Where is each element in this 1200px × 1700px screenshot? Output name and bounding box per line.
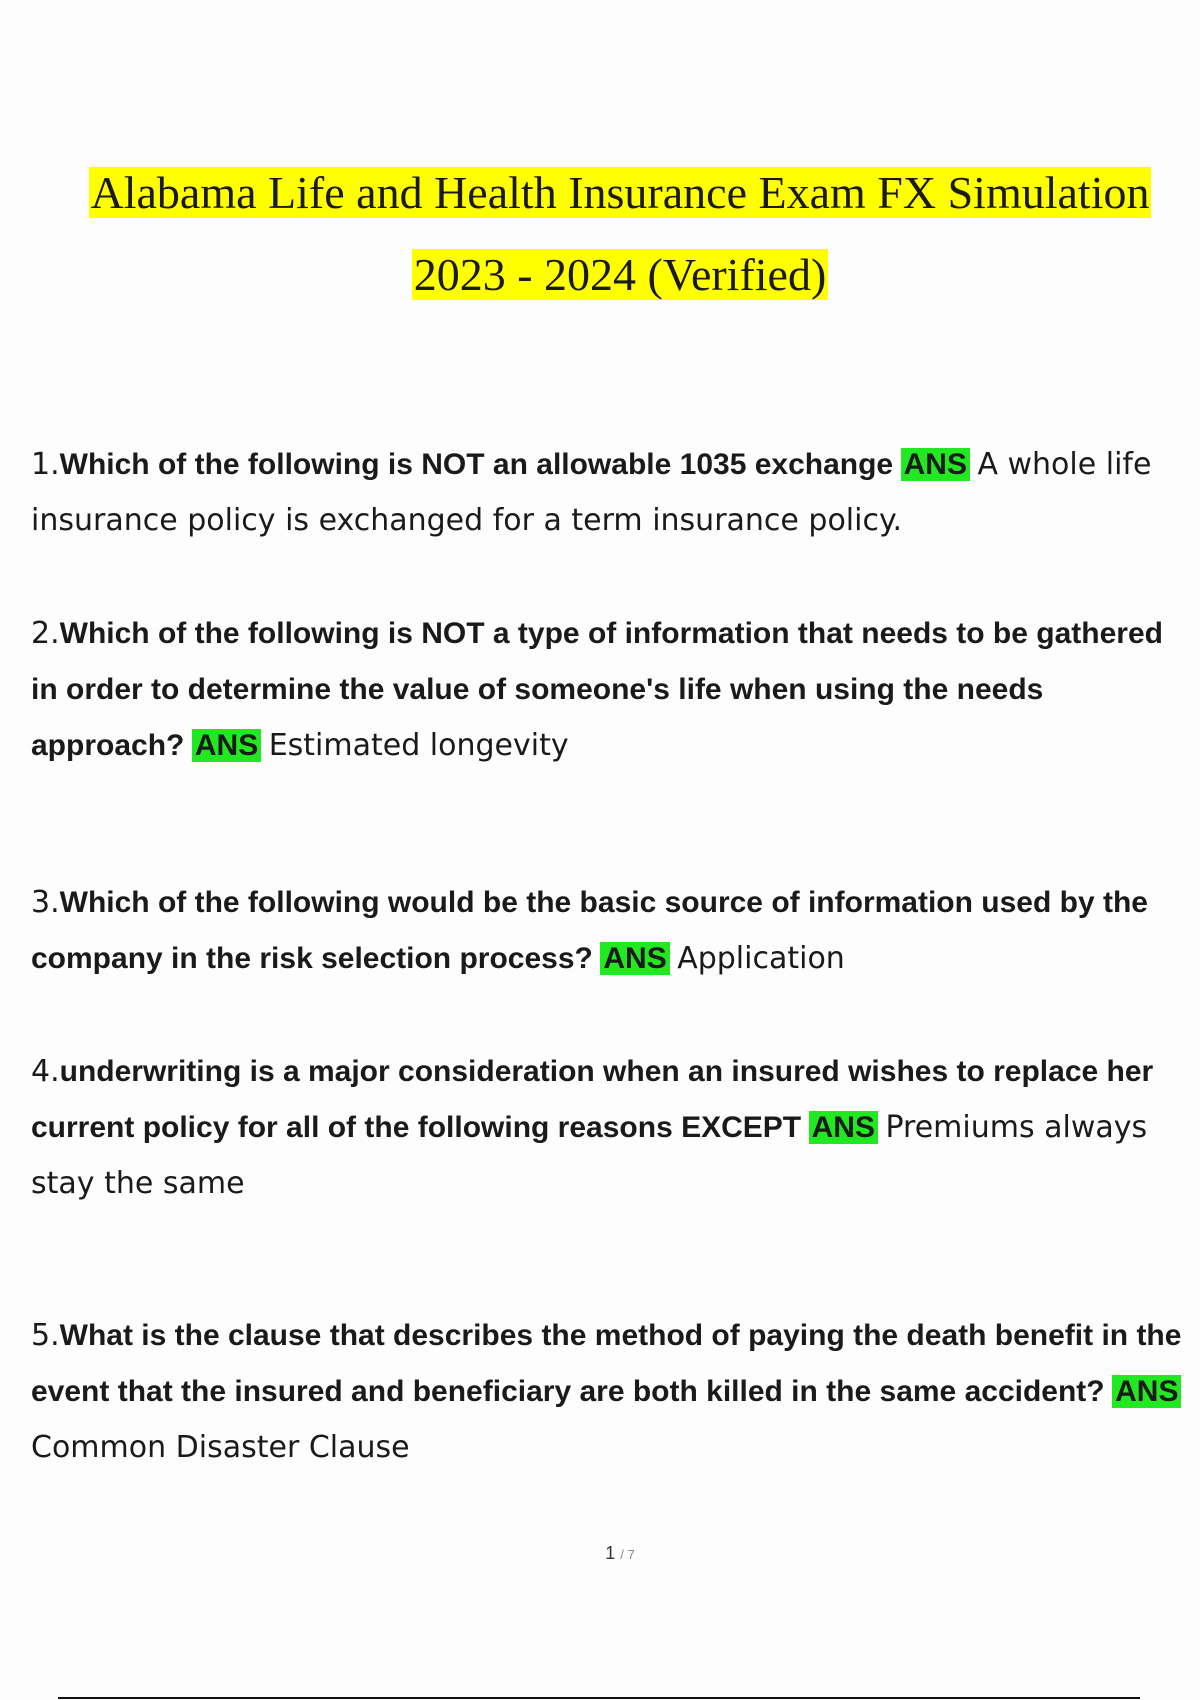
answer-text: Common Disaster Clause bbox=[31, 1430, 410, 1465]
ans-highlight: ANS bbox=[901, 448, 970, 481]
question-4 bbox=[31, 1044, 1191, 1212]
question-text: Which of the following would be the basic source of information used by the company in the risk selection process? bbox=[31, 886, 1148, 975]
ans-highlight: ANS bbox=[600, 942, 669, 975]
question-2 bbox=[31, 606, 1191, 774]
question-text: underwriting is a major consideration when an insured wishes to replace her current policy for all of the following reasons EXCEPT bbox=[31, 1055, 1154, 1144]
title-line-2: 2023 - 2024 (Verified) bbox=[413, 249, 827, 300]
answer-text: A whole life insurance policy is exchanged for a term insurance policy. bbox=[31, 447, 1152, 538]
question-1 bbox=[31, 437, 1191, 549]
question-number: 4. bbox=[31, 1054, 60, 1089]
title-line-1: Alabama Life and Health Insurance Exam FX Simulation bbox=[90, 167, 1150, 218]
page-total: / 7 bbox=[620, 1547, 635, 1562]
question-number: 2. bbox=[31, 616, 60, 651]
question-number: 5. bbox=[31, 1318, 60, 1353]
question-number: 3. bbox=[31, 885, 60, 920]
question-5 bbox=[31, 1308, 1191, 1476]
page-current: 1 bbox=[605, 1543, 616, 1563]
ans-highlight: ANS bbox=[809, 1111, 878, 1144]
question-number: 1. bbox=[31, 447, 60, 482]
answer-text: Application bbox=[677, 941, 845, 976]
answer-text: Premiums always stay the same bbox=[31, 1110, 1148, 1201]
question-text: Which of the following is NOT an allowable 1035 exchange bbox=[59, 448, 894, 481]
question-3 bbox=[31, 875, 1191, 987]
question-text: Which of the following is NOT a type of information that needs to be gathered in order to determine the value of someone's life when using the needs approach? bbox=[31, 617, 1163, 762]
footer-divider bbox=[58, 1697, 1140, 1699]
document-title bbox=[0, 152, 1200, 316]
answer-text: Estimated longevity bbox=[268, 728, 569, 763]
question-text: What is the clause that describes the method of paying the death benefit in the event that the insured and beneficiary are both killed in the same accident? bbox=[31, 1319, 1182, 1408]
page-indicator bbox=[0, 1543, 1200, 1564]
ans-highlight: ANS bbox=[1112, 1375, 1181, 1408]
ans-highlight: ANS bbox=[192, 729, 261, 762]
